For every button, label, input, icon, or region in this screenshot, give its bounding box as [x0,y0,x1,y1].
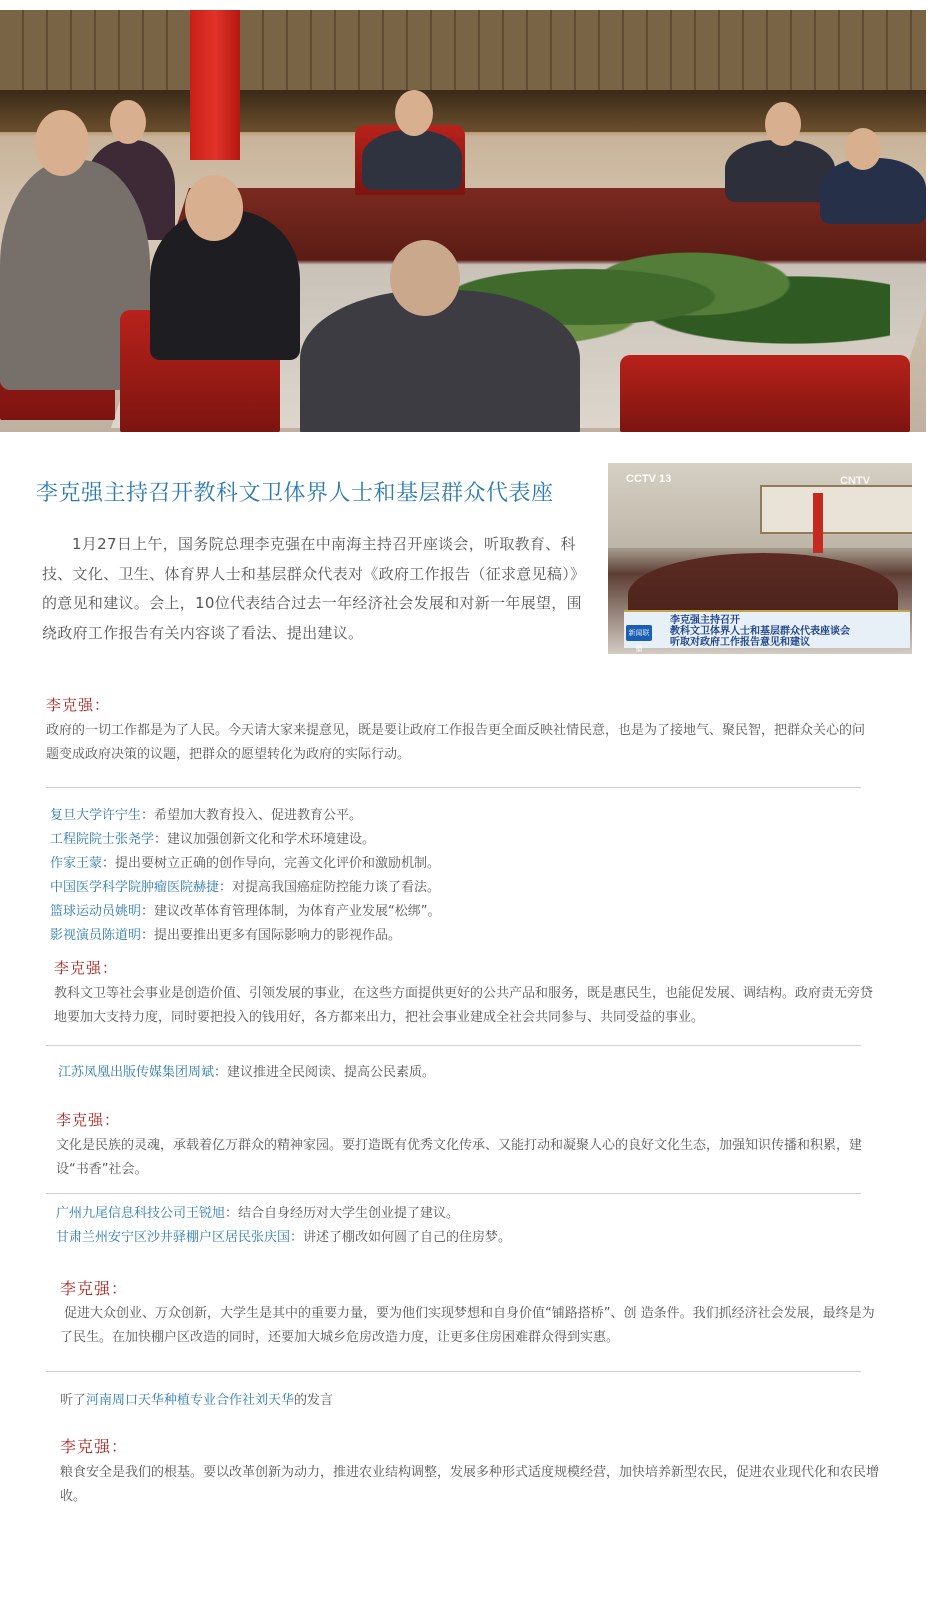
intro-paragraph: 1月27日上午，国务院总理李克强在中南海主持召开座谈会，听取教育、科技、文化、卫生、体育界人士和基层群众代表对《政府工作报告（征求意见稿）》的意见和建议。会上，10位代表结合过去一年经济社会发展和对新一年展望，围绕政府工作报告有关内容谈了看法、提出建议。 [42,535,582,642]
speaker-label: 李克强： [56,1111,121,1129]
divider [46,1045,861,1046]
speaker-remarks: 教科文卫等社会事业是创造价值、引领发展的事业，在这些方面提供更好的公共产品和服务，既是惠民生，也能促发展、调结构。政府责无旁贷地要加大支持力度，同时要把投入的钱用好，各方都来出力，把社会事业建成全社会共同参与、共同受益的事业。 [54,986,874,1025]
representative-line [50,900,441,924]
representative-name[interactable]: 江苏凤凰出版传媒集团周斌 [58,1065,215,1080]
representative-name[interactable]: 甘肃兰州安宁区沙井驿棚户区居民张庆国 [56,1230,291,1245]
representative-comment: ：提出要树立正确的创作导向，完善文化评价和激励机制。 [102,856,441,871]
representative-comment: ：希望加大教育投入、促进教育公平。 [141,808,363,823]
representative-line [56,1226,511,1250]
cntv-logo: CNTV [840,475,870,487]
hero-person-center [362,130,462,190]
representative-name[interactable]: 工程院院士张尧学 [50,832,155,847]
hero-head [390,240,460,316]
speaker-remarks: 促进大众创业、万众创新，大学生是其中的重要力量，要为他们实现梦想和自身价值“铺路搭桥”、创 造条件。我们抓经济社会发展，最终是为了民生。在加快棚户区改造的同时，还要加大城乡危房改造力度，让更多住房困难群众得到实惠。 [60,1306,875,1345]
hero-wall [0,10,926,90]
hero-photo [0,10,926,432]
speaker-label: 李克强： [46,696,111,714]
speaker-label: 李克强： [60,1279,129,1298]
news-video-thumbnail[interactable] [608,463,912,654]
representative-line [50,852,440,876]
representative-comment: ：讲述了棚改如何圆了自己的住房梦。 [290,1230,512,1245]
representative-name[interactable]: 河南周口天华种植专业合作社刘天华 [86,1393,295,1408]
divider [46,1371,861,1372]
hero-head [185,175,243,241]
hero-person-right [725,140,835,202]
representative-comment: 的发言 [294,1393,334,1408]
representative-name[interactable]: 作家王蒙 [50,856,103,871]
cctv-logo: CCTV 13 [626,473,672,485]
representative-comment: ：建议推进全民阅读、提高公民素质。 [214,1065,436,1080]
representative-line [50,804,362,828]
hero-head [765,102,801,146]
hero-chair [620,355,910,432]
tv-caption-line: 李克强主持召开 [670,615,740,626]
representative-line [50,828,375,852]
speaker-remarks: 文化是民族的灵魂，承载着亿万群众的精神家园。要打造既有优秀文化传承、又能打动和凝聚人心的良好文化生态，加强知识传播和积累，建设“书香”社会。 [56,1138,863,1177]
representative-comment: ：对提高我国癌症防控能力谈了看法。 [219,880,441,895]
speaker-remarks: 政府的一切工作都是为了人民。今天请大家来提意见，既是要让政府工作报告更全面反映社情民意，也是为了接地气、聚民智，把群众关心的问题变成政府决策的议题，把群众的愿望转化为政府的实际行动。 [46,723,866,762]
representative-comment: ：提出要推出更多有国际影响力的影视作品。 [141,928,402,943]
hero-head [110,100,146,144]
speaker-label: 李克强： [54,959,119,977]
representative-name[interactable]: 复旦大学许宁生 [50,808,142,823]
representative-line [50,876,440,900]
representative-comment: ：建议改革体育管理体制，为体育产业发展“松绑”。 [141,904,441,919]
representative-line [60,1389,333,1413]
hero-head [395,90,433,136]
hero-head [35,110,89,176]
representative-comment: 听了 [60,1393,87,1408]
representative-line [56,1202,459,1226]
representative-line [50,924,401,948]
hero-head [845,128,881,170]
speaker-label: 李克强： [60,1437,129,1456]
representative-line [58,1061,435,1085]
representative-name[interactable]: 广州九尾信息科技公司王锐旭 [56,1206,226,1221]
representative-comment: ：建议加强创新文化和学术环境建设。 [154,832,376,847]
tv-caption-line: 听取对政府工作报告意见和建议 [670,637,810,648]
divider [46,1193,861,1194]
representative-comment: ：结合自身经历对大学生创业提了建议。 [225,1206,460,1221]
hero-person-far-right [820,158,926,224]
page-title: 李克强主持召开教科文卫体界人士和基层群众代表座 [36,481,554,506]
representative-name[interactable]: 篮球运动员姚明 [50,904,142,919]
speaker-remarks: 粮食安全是我们的根基。要以改革创新为动力，推进农业结构调整，发展多种形式适度规模经营，加快培养新型农民，促进农业现代化和农民增收。 [60,1465,880,1504]
tv-flag [813,493,823,553]
representative-name[interactable]: 中国医学科学院肿瘤医院赫捷 [50,880,220,895]
hero-flag [190,10,240,160]
news-badge: 新闻联播 [626,625,652,641]
tv-painting [760,485,912,534]
divider [46,787,861,788]
tv-caption-line: 教科文卫体界人士和基层群众代表座谈会 [670,626,850,637]
representative-name[interactable]: 影视演员陈道明 [50,928,142,943]
